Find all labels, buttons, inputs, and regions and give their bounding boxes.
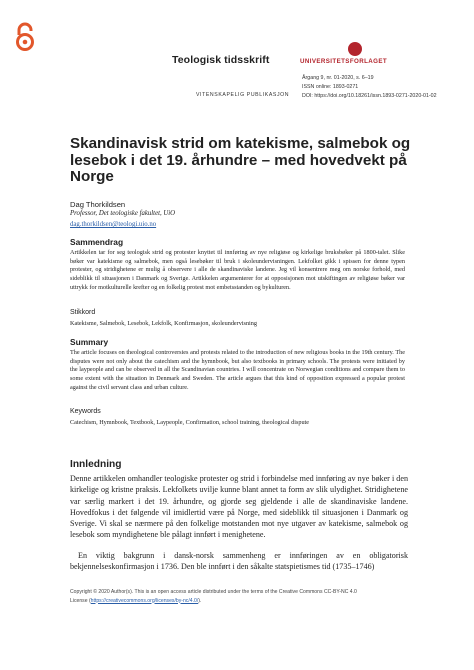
stikkord-list: Katekisme, Salmebok, Lesebok, Lekfolk, Konfirmasjon, skoleundervisning (70, 320, 257, 327)
keywords-heading: Keywords (70, 408, 101, 415)
journal-subtitle: VITENSKAPELIG PUBLIKASJON (196, 92, 290, 98)
innledning-paragraph-1: Denne artikkelen omhandler teologiske protester og strid i forbindelse med innføring av nye bøker i den kirkelige og kristne praksis. Lekfolkets uvilje kunne blant annet ta form av slik ulydighet. Stridighetene var særlig markert i det 19. århundre, og gjorde seg gjeldende i alle de skandinaviske landene. Hovedfokus i det følgende vil imidlertid være på Norge, med sideblikk til situasjonen i Danmark og Sverige. Vi skal se nærmere på den folkelige motstanden mot nye utgaver av katekisme, salmebok og lesebok som myndighetene ble pålagt innført i menighetene. (70, 474, 408, 540)
footer-copyright: Copyright © 2020 Author(s). This is an open access article distributed under the terms of the Creative Commons CC-BY-NC 4.0 (70, 589, 357, 595)
meta-issn: ISSN online: 1893-0271 (302, 84, 359, 90)
article-title: Skandinavisk strid om katekisme, salmebok og lesebok i det 19. århundre – med hovedvekt på Norge (70, 135, 411, 186)
author-affiliation: Professor, Det teologiske fakultet, UiO (70, 210, 176, 217)
summary-heading: Summary (70, 337, 109, 347)
publisher-name: UNIVERSITETSFORLAGET (300, 58, 388, 65)
author-name: Dag Thorkildsen (70, 200, 126, 209)
sammendrag-text: Artikkelen tar for seg teologisk strid og protester knyttet til innføring av nye religiøse og kirkelige bruksbøker på 1800-talet. Slike bøker var katekisme og salmebok, men også lesebøker til bruk i skoleundervisningen. Lekfolket gikk i spissen for denne typen protester, og stridighetene er mulig å observere i alle de skandinaviske landene. Jeg vil konsentrere meg om norske forhold, med sideblikk til situasjonen i Danmark og Sverige. Artikkelen argumenterer for at opposisjonen mot utskiftingen av religiøse bøker var uttrykk for motkulturelle krefter og en folkelig protest mot embetsstanden og bykulturen. (70, 249, 405, 291)
summary-text: The article focuses on theological controversies and protests related to the introduction of new religious books in the 19th century. The disputes were not only about the catechism and the hymnbook, but also textbooks in primary schools. The protests were initiated by the laypeople and can be observed in all the Scandinavian countries. I will concentrate on Norwegian conditions and compare them to some extent with the situation in Denmark and Sweden. The article argues that this kind of opposition expressed a popular protest against the civil servant class and urban culture. (70, 349, 405, 391)
license-suffix: ). (198, 597, 202, 604)
meta-volume: Årgang 9, nr. 01-2020, s. 6–19 (302, 75, 374, 81)
license-link[interactable]: https://creativecommons.org/licenses/by-nc/4.0/ (90, 597, 199, 604)
meta-doi[interactable]: DOI: https://doi.org/10.18261/issn.1893-0271-2020-01-02 (302, 93, 437, 99)
innledning-heading: Innledning (70, 459, 122, 470)
author-email-link[interactable]: dag.thorkildsen@teologi.uio.no (70, 221, 157, 228)
journal-name: Teologisk tidsskrift (172, 54, 270, 66)
keywords-list: Catechism, Hymnbook, Textbook, Laypeople, Confirmation, school training, theological dispute (70, 419, 310, 426)
article-meta (302, 74, 437, 101)
publisher-logo (300, 42, 440, 68)
publisher-mark-icon (348, 42, 362, 56)
open-access-icon (14, 22, 36, 52)
footer-license (70, 588, 410, 605)
stikkord-heading: Stikkord (70, 309, 96, 316)
sammendrag-heading: Sammendrag (70, 237, 124, 247)
footer-license-line (70, 597, 410, 606)
license-prefix: License ( (70, 597, 91, 604)
innledning-paragraph-2: En viktig bakgrunn i dansk-norsk sammenheng er innføringen av en obligatorisk bekjennelseskonfirmasjon i 1736. Den ble innført i den såkalte statspietismes tid (1735–1746) (70, 551, 408, 572)
